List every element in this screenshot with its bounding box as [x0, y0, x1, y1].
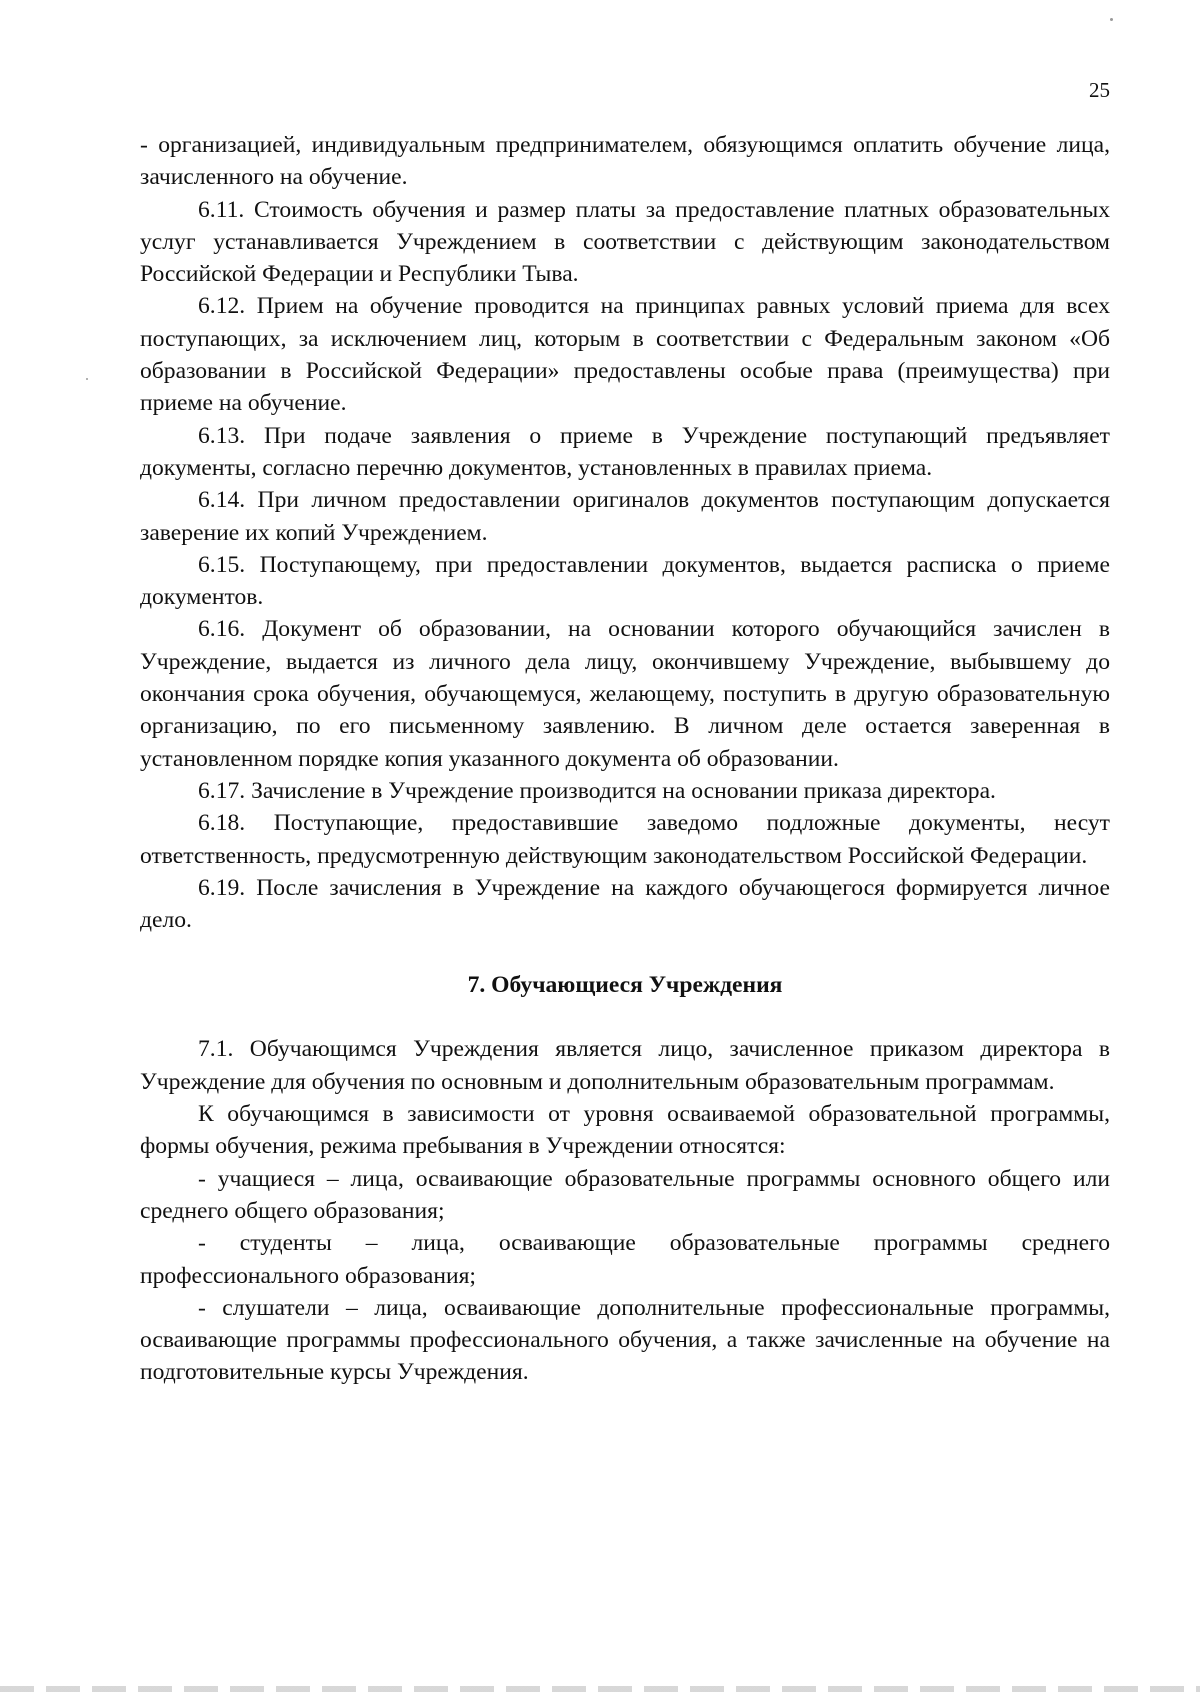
list-item-listeners: - слушатели – лица, осваивающие дополнительные профессиональные программы, осваивающие программы профессионального обучения, а также зачисленные на обучение на подготовительные курсы Учреждения.: [140, 1294, 1110, 1386]
paragraph-6-14: 6.14. При личном предоставлении оригиналов документов поступающим допускается заверение их копий Учреждением.: [140, 487, 1110, 546]
scan-speck: [1110, 18, 1113, 21]
paragraph-categories-intro: К обучающимся в зависимости от уровня осваиваемой образовательной программы, формы обучения, режима пребывания в Учреждении относятся:: [140, 1101, 1110, 1160]
paragraph-7-1: 7.1. Обучающимся Учреждения является лицо, зачисленное приказом директора в Учреждение для обучения по основным и дополнительным образовательным программам.: [140, 1036, 1110, 1095]
paragraph-6-12: 6.12. Прием на обучение проводится на принципах равных условий приема для всех поступающих, за исключением лиц, которым в соответствии с Федеральным законом «Об образовании в Российской Федерации» предоставлены особые права (преимущества) при приеме на обучение.: [140, 293, 1110, 417]
paragraph-6-16: 6.16. Документ об образовании, на основании которого обучающийся зачислен в Учреждение, выдается из личного дела лицу, окончившему Учреждение, выбывшему до окончания срока обучения, обучающемуся, желающему, поступить в другую образовательную организацию, по его письменному заявлению. В личном деле остается заверенная в установленном порядке копия указанного документа об образовании.: [140, 616, 1110, 772]
document-body: [140, 129, 1110, 1389]
paragraph-6-19: 6.19. После зачисления в Учреждение на каждого обучающегося формируется личное дело.: [140, 874, 1110, 934]
paragraph-continuation: - организацией, индивидуальным предпринимателем, обязующимся оплатить обучение лица, зачисленного на обучение.: [140, 132, 1110, 191]
scan-speck: [86, 378, 88, 380]
paragraph-6-17: 6.17. Зачисление в Учреждение производится на основании приказа директора.: [198, 777, 996, 804]
paragraph-6-18: 6.18. Поступающие, предоставившие заведомо подложные документы, несут ответственность, предусмотренную действующим законодательством Российской Федерации.: [140, 810, 1110, 869]
page-number: 25: [1089, 78, 1110, 102]
paragraph-6-11: 6.11. Стоимость обучения и размер платы за предоставление платных образовательных услуг устанавливается Учреждением в соответствии с действующим законодательством Российской Федерации и Республики Тыва.: [140, 196, 1110, 288]
paragraph-6-13: 6.13. При подаче заявления о приеме в Учреждение поступающий предъявляет документы, согласно перечню документов, установленных в правилах приема.: [140, 422, 1110, 481]
scan-edge-artifact: [0, 1686, 1200, 1692]
list-item-pupils: - учащиеся – лица, осваивающие образовательные программы основного общего или среднего общего образования;: [140, 1165, 1110, 1224]
list-item-students: - студенты – лица, осваивающие образовательные программы среднего профессионального образования;: [140, 1230, 1110, 1289]
section-heading: 7. Обучающиеся Учреждения: [467, 972, 783, 999]
paragraph-6-15: 6.15. Поступающему, при предоставлении документов, выдается расписка о приеме документов.: [140, 551, 1110, 611]
